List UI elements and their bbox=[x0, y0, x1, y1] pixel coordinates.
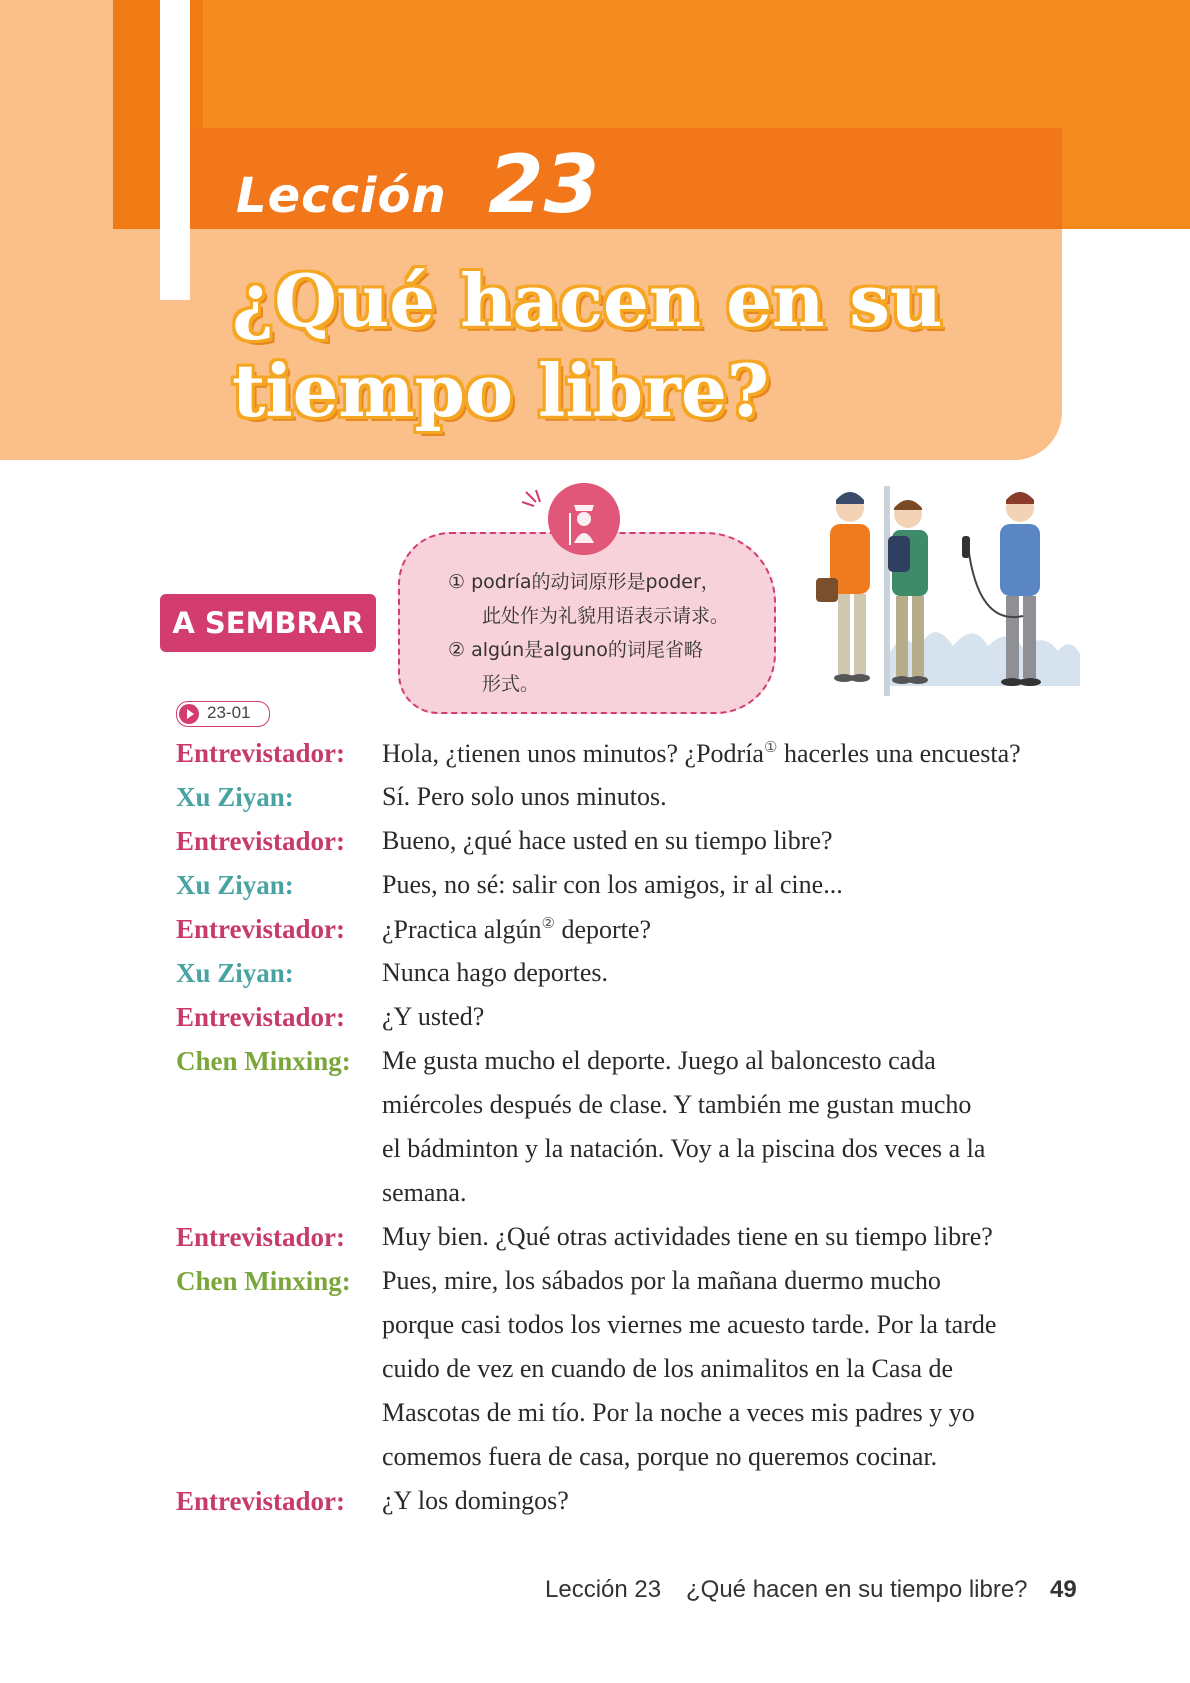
section-label: A SEMBRAR bbox=[160, 594, 376, 652]
dialogue-line: ¿Y los domingos? bbox=[382, 1486, 569, 1515]
speaker-chen-minxing: Chen Minxing: bbox=[176, 1046, 351, 1076]
speaker-xu-ziyan: Xu Ziyan: bbox=[176, 782, 294, 812]
footer-title: ¿Qué hacen en su tiempo libre? bbox=[686, 1576, 1028, 1603]
speaker-xu-ziyan: Xu Ziyan: bbox=[176, 870, 294, 900]
lesson-number: 23 bbox=[488, 138, 600, 231]
dialogue-line: Pues, no sé: salir con los amigos, ir al cine... bbox=[382, 870, 843, 899]
knight-icon bbox=[548, 483, 620, 555]
footer-lesson: Lección 23 bbox=[545, 1576, 662, 1603]
page-title bbox=[232, 256, 1052, 436]
dialogue-line: Pues, mire, los sábados por la mañana duermo mucho bbox=[382, 1266, 941, 1295]
dialogue-line: comemos fuera de casa, porque no queremos cocinar. bbox=[382, 1442, 938, 1471]
sparkle-icon bbox=[522, 488, 548, 510]
dialogue-line: semana. bbox=[382, 1178, 467, 1207]
speaker-interviewer: Entrevistador: bbox=[176, 826, 345, 856]
dialogue-line: Me gusta mucho el deporte. Juego al baloncesto cada bbox=[382, 1046, 936, 1075]
play-icon[interactable] bbox=[179, 704, 199, 724]
title-line-2: tiempo libre? bbox=[232, 348, 770, 433]
lesson-label: Lección bbox=[236, 168, 447, 224]
speaker-xu-ziyan: Xu Ziyan: bbox=[176, 958, 294, 988]
dialogue-line: ¿Practica algún② deporte? bbox=[382, 915, 651, 944]
dialogue-line: Sí. Pero solo unos minutos. bbox=[382, 782, 667, 811]
dialogue-line: Mascotas de mi tío. Por la noche a veces mis padres y yo bbox=[382, 1398, 975, 1427]
dialogue-line: Muy bien. ¿Qué otras actividades tiene en su tiempo libre? bbox=[382, 1222, 993, 1251]
dialogue-line: Hola, ¿tienen unos minutos? ¿Podría① hacerles una encuesta? bbox=[382, 739, 1021, 768]
speaker-interviewer: Entrevistador: bbox=[176, 1002, 345, 1032]
dialogue-line: miércoles después de clase. Y también me gustan mucho bbox=[382, 1090, 972, 1119]
dialogue-line: porque casi todos los viernes me acuesto tarde. Por la tarde bbox=[382, 1310, 997, 1339]
audio-track-label: 23-01 bbox=[207, 703, 251, 722]
footnote-marker: ② bbox=[541, 916, 555, 932]
dialogue-line: cuido de vez en cuando de los animalitos en la Casa de bbox=[382, 1354, 954, 1383]
header-background-left bbox=[0, 0, 113, 229]
students-illustration bbox=[808, 486, 1080, 712]
dialogue-line: Nunca hago deportes. bbox=[382, 958, 608, 987]
note-line-1: ① podría的动词原形是poder， bbox=[448, 571, 720, 593]
note-line-1b: 此处作为礼貌用语表示请求。 bbox=[482, 605, 730, 627]
header-white-bar bbox=[160, 0, 190, 300]
speaker-interviewer: Entrevistador: bbox=[176, 738, 345, 768]
speaker-interviewer: Entrevistador: bbox=[176, 1222, 345, 1252]
title-line-1: ¿Qué hacen en su bbox=[232, 258, 943, 343]
speaker-interviewer: Entrevistador: bbox=[176, 914, 345, 944]
note-line-2b: 形式。 bbox=[482, 673, 540, 695]
note-line-2: ② algún是alguno的词尾省略 bbox=[448, 639, 703, 661]
dialogue-line: el bádminton y la natación. Voy a la piscina dos veces a la bbox=[382, 1134, 986, 1163]
footnote-marker: ① bbox=[763, 740, 778, 756]
speaker-interviewer: Entrevistador: bbox=[176, 1486, 345, 1516]
dialogue-line: Bueno, ¿qué hace usted en su tiempo libre? bbox=[382, 826, 833, 855]
speaker-chen-minxing: Chen Minxing: bbox=[176, 1266, 351, 1296]
page-number: 49 bbox=[1050, 1576, 1077, 1603]
dialogue-line: ¿Y usted? bbox=[382, 1002, 485, 1031]
